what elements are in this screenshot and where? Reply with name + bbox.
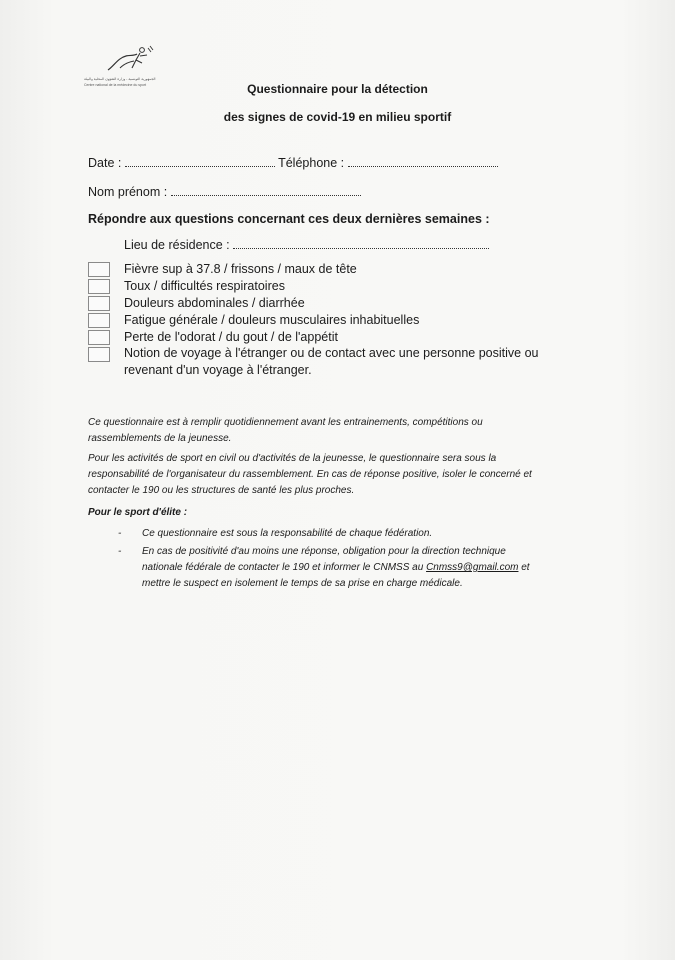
note-paragraph-2: Pour les activités de sport en civil ou d'activités de la jeunesse, le questionnaire sera sous la responsabilité de l'organisateur du rassemblement. En cas de réponse positive, isoler le concerné et contacter le 190 ou les structures de santé les plus proches. [88,453,532,496]
bullet-dash: - [118,546,122,557]
symptom-item [88,279,568,296]
bullet-text: En cas de positivité d'au moins une réponse, obligation pour la direction technique nationale fédérale de contacter le 190 et informer le CNMSS au [142,546,506,573]
nom-prenom-field[interactable] [171,185,361,196]
date-label: Date : [88,156,122,170]
bullet-item [118,526,548,542]
symptom-item [88,347,568,381]
document-title-line1: Questionnaire pour la détection [247,82,428,96]
symptom-label: Fatigue générale / douleurs musculaires inhabituelles [124,313,420,327]
bullet-text-end: et mettre le suspect en isolement le temps de sa prise en charge médicale. [142,562,530,589]
symptom-label: Toux / difficultés respiratoires [124,279,285,293]
symptom-label: Notion de voyage à l'étranger ou de contact avec une personne positive ou revenant d'un voyage à l'étranger. [124,346,539,377]
telephone-field[interactable] [348,156,498,167]
document-title-line2: des signes de covid-19 en milieu sportif [223,110,452,124]
symptom-item [88,296,568,313]
checkbox[interactable] [88,347,110,362]
residence-field[interactable] [233,238,489,249]
section-title: Répondre aux questions concernant ces deux dernières semaines : [88,212,490,226]
symptom-item [88,262,568,279]
checkbox[interactable] [88,330,110,345]
telephone-label: Téléphone : [278,156,345,170]
bullet-item [118,544,548,592]
symptom-checklist [88,262,568,381]
symptom-label: Perte de l'odorat / du gout / de l'appétit [124,330,338,344]
checkbox[interactable] [88,313,110,328]
bullet-dash: - [118,528,122,539]
date-telephone-row [88,156,498,170]
logo-text-arabic: الجمهورية التونسية - وزارة الشؤون المحلية والبيئة [84,77,156,81]
symptom-label: Douleurs abdominales / diarrhée [124,296,305,310]
date-field[interactable] [125,156,275,167]
residence-row [124,238,489,252]
checkbox[interactable] [88,262,110,277]
elite-bullet-list [118,526,548,594]
logo-text-french: Centre national de la médecine du sport [84,83,147,87]
residence-label: Lieu de résidence : [124,238,230,252]
checkbox[interactable] [88,279,110,294]
checkbox[interactable] [88,296,110,311]
bullet-text: Ce questionnaire est sous la responsabilité de chaque fédération. [142,528,433,539]
nom-prenom-label: Nom prénom : [88,185,168,199]
note-paragraph-1: Ce questionnaire est à remplir quotidiennement avant les entrainements, compétitions ou rassemblements de la jeunesse. [88,417,483,444]
cnmss-email-link[interactable]: Cnmss9@gmail.com [426,562,519,573]
nom-row [88,185,361,199]
runner-logo-icon [104,44,156,74]
symptom-item [88,313,568,330]
elite-sport-heading: Pour le sport d'élite : [88,507,188,518]
symptom-label: Fièvre sup à 37.8 / frissons / maux de tête [124,262,357,276]
